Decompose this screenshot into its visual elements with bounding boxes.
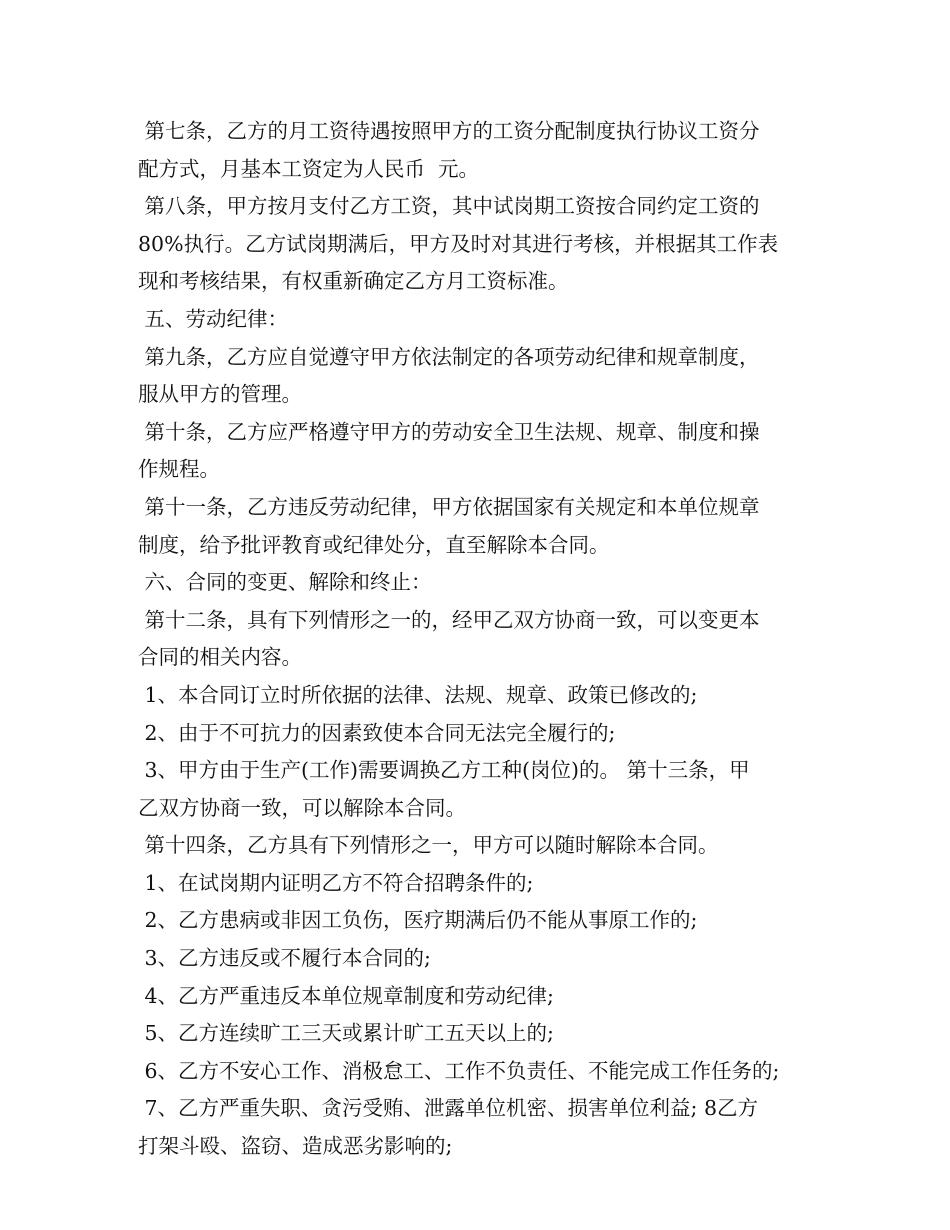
list-item: 3、甲方由于生产(工作)需要调换乙方工种(岗位)的。 第十三条，甲	[138, 758, 750, 783]
text-line: 80%执行。乙方试岗期满后，甲方及时对其进行考核，并根据其工作表	[138, 231, 779, 256]
list-item: 5、乙方连续旷工三天或累计旷工五天以上的;	[138, 1021, 554, 1046]
text-line: 制度，给予批评教育或纪律处分，直至解除本合同。	[138, 532, 610, 557]
section-heading: 五、劳动纪律：	[138, 306, 289, 331]
text-line: 现和考核结果，有权重新确定乙方月工资标准。	[138, 269, 569, 294]
text-line: 作规程。	[138, 457, 220, 482]
section-heading: 六、合同的变更、解除和终止：	[138, 570, 432, 595]
document-body	[138, 113, 838, 1166]
text-line: 乙双方协商一致，可以解除本合同。	[138, 795, 466, 820]
text-line: 第十四条，乙方具有下列情形之一，甲方可以随时解除本合同。	[138, 833, 719, 858]
list-item: 6、乙方不安心工作、消极怠工、工作不负责任、不能完成工作任务的;	[138, 1058, 780, 1083]
list-item: 1、本合同订立时所依据的法律、法规、规章、政策已修改的;	[138, 682, 698, 707]
list-item: 2、由于不可抗力的因素致使本合同无法完全履行的;	[138, 720, 616, 745]
text-line: 第十条，乙方应严格遵守甲方的劳动安全卫生法规、规章、制度和操	[138, 419, 760, 444]
list-item: 7、乙方严重失职、贪污受贿、泄露单位机密、损害单位利益; 8乙方	[138, 1096, 759, 1121]
text-line: 服从甲方的管理。	[138, 382, 302, 407]
text-line: 打架斗殴、盗窃、造成恶劣影响的;	[138, 1134, 453, 1159]
list-item: 4、乙方严重违反本单位规章制度和劳动纪律;	[138, 983, 554, 1008]
text-line: 第九条，乙方应自觉遵守甲方依法制定的各项劳动纪律和规章制度，	[138, 344, 760, 369]
text-line: 第十二条，具有下列情形之一的，经甲乙双方协商一致，可以变更本	[138, 607, 760, 632]
text-line: 第七条，乙方的月工资待遇按照甲方的工资分配制度执行协议工资分	[138, 119, 760, 143]
list-item: 2、乙方患病或非因工负伤，医疗期满后仍不能从事原工作的;	[138, 908, 698, 933]
text-line: 合同的相关内容。	[138, 645, 302, 670]
text-line: 第十一条，乙方违反劳动纪律，甲方依据国家有关规定和本单位规章	[138, 494, 760, 519]
list-item: 3、乙方违反或不履行本合同的;	[138, 946, 431, 971]
text-line: 第八条，甲方按月支付乙方工资，其中试岗期工资按合同约定工资的	[138, 194, 760, 219]
list-item: 1、在试岗期内证明乙方不符合招聘条件的;	[138, 870, 534, 895]
text-line: 配方式，月基本工资定为人民币 元。	[138, 156, 480, 181]
